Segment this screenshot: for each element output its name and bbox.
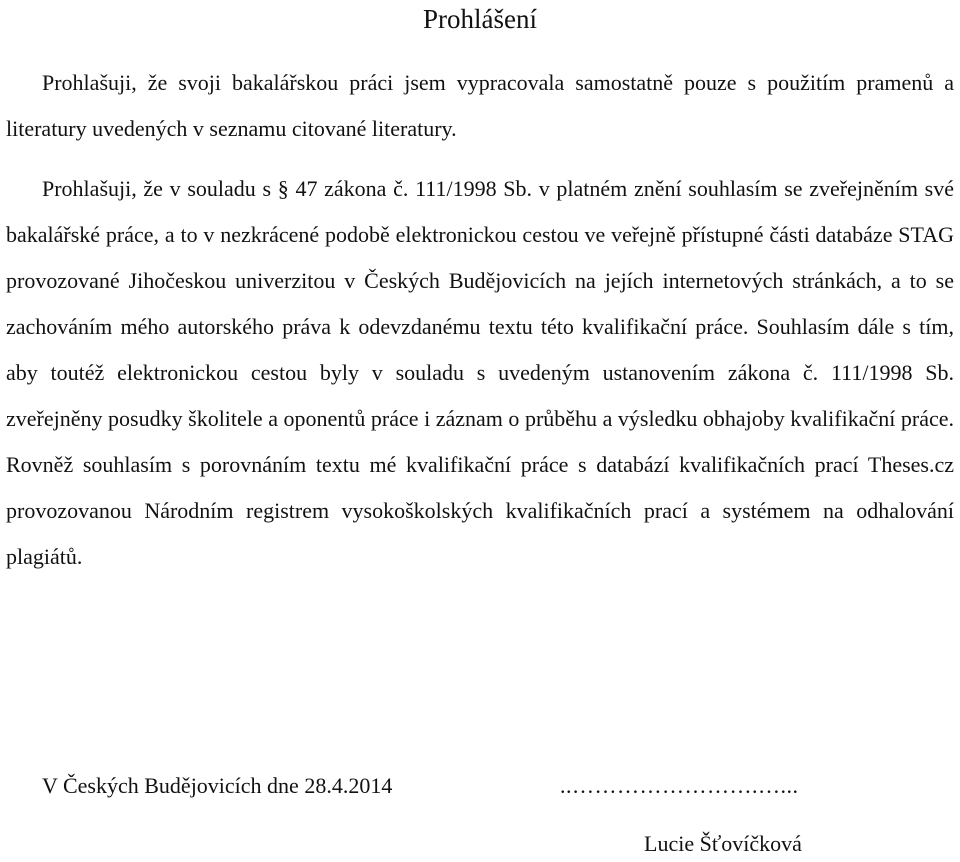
author-name: Lucie Šťovíčková xyxy=(644,831,802,856)
signature-line: ..…………………….…... xyxy=(560,773,799,798)
place-and-date: V Českých Budějovicích dne 28.4.2014 xyxy=(42,773,393,798)
paragraph-consent: Prohlašuji, že v souladu s § 47 zákona č. 111/1998 Sb. v platném znění souhlasím se zveřejněním své bakalářské práce, a to v nezkrácené podobě elektronickou cestou ve veřejně přístupné části databáze STAG provozované Jihočeskou univerzitou v Českých Budějovicích na jejích internetových stránkách, a to se zachováním mého autorského práva k odevzdanému textu této kvalifikační práce. Souhlasím dále s tím, aby toutéž elektronickou cestou byly v souladu s uvedeným ustanovením zákona č. 111/1998 Sb. zveřejněny posudky školitele a oponentů práce i záznam o průběhu a výsledku obhajoby kvalifikační práce. Rovněž souhlasím s porovnáním textu mé kvalifikační práce s databází kvalifikačních prací Theses.cz provozovanou Národním registrem vysokoškolských kvalifikačních prací a systémem na odhalování plagiátů. xyxy=(6,176,954,569)
page-title: Prohlášení xyxy=(423,4,537,34)
paragraph-authorship: Prohlašuji, že svoji bakalářskou práci jsem vypracovala samostatně pouze s použitím pramenů a literatury uvedených v seznamu citované literatury. xyxy=(6,70,954,141)
